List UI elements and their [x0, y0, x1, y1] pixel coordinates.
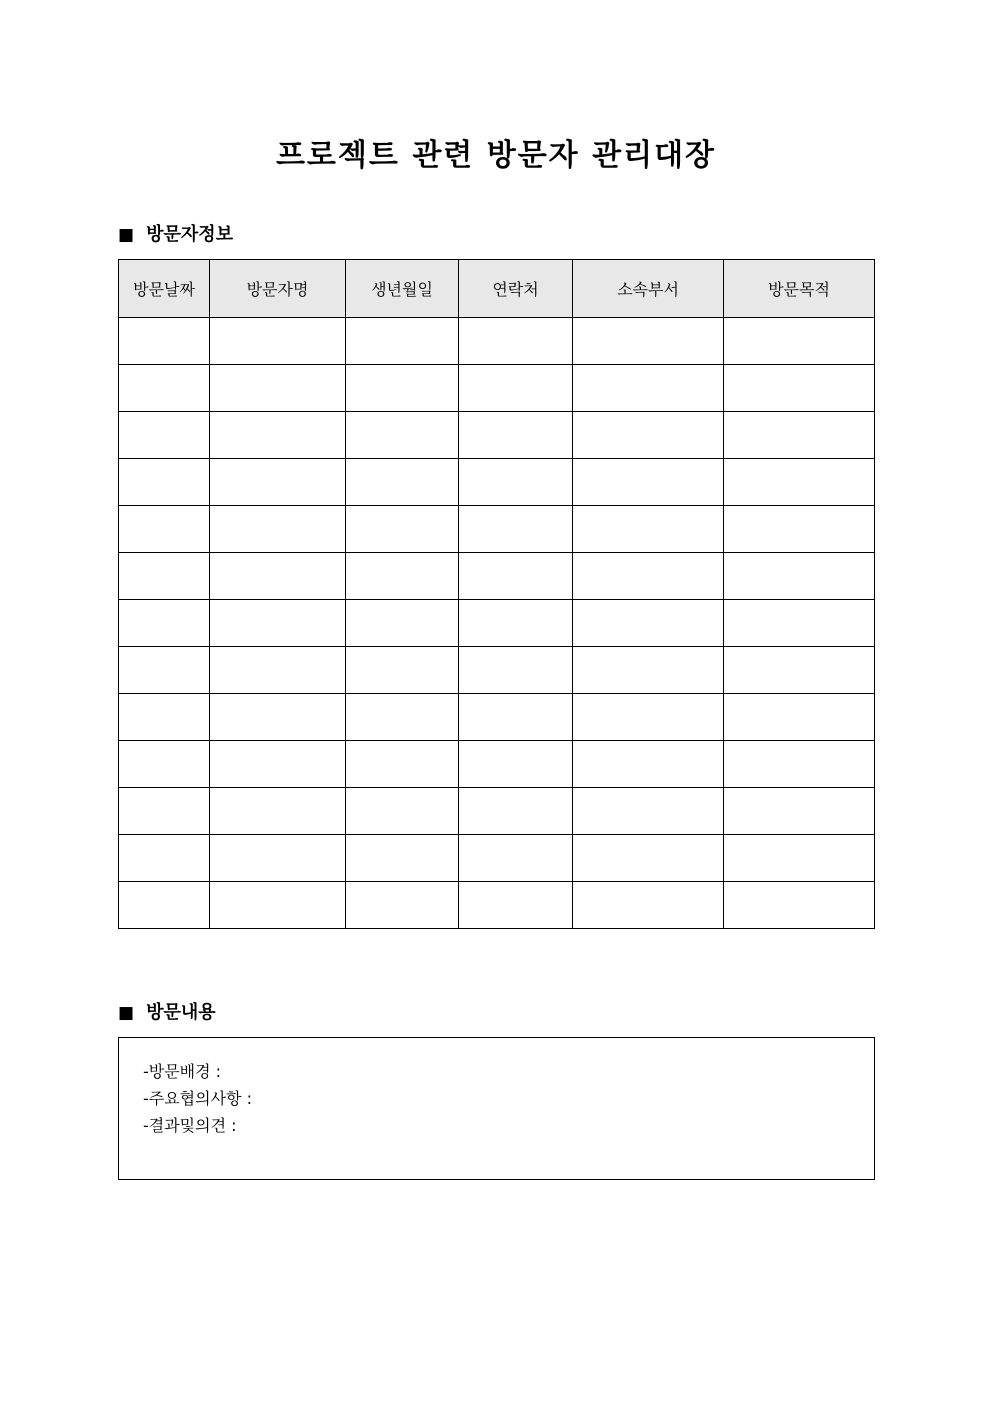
cell-department[interactable] — [573, 459, 724, 506]
table-row — [119, 788, 875, 835]
visitor-info-heading-label: 방문자정보 — [146, 224, 234, 245]
cell-contact[interactable] — [459, 553, 573, 600]
cell-department[interactable] — [573, 882, 724, 929]
cell-visit-purpose[interactable] — [724, 788, 875, 835]
table-row — [119, 741, 875, 788]
cell-visit-date[interactable] — [119, 553, 210, 600]
cell-visitor-name[interactable] — [210, 553, 346, 600]
cell-visit-purpose[interactable] — [724, 459, 875, 506]
cell-contact[interactable] — [459, 600, 573, 647]
cell-visitor-name[interactable] — [210, 647, 346, 694]
cell-visit-date[interactable] — [119, 835, 210, 882]
table-row — [119, 459, 875, 506]
cell-visit-date[interactable] — [119, 647, 210, 694]
table-row — [119, 412, 875, 459]
cell-visitor-name[interactable] — [210, 741, 346, 788]
cell-visitor-name[interactable] — [210, 412, 346, 459]
visit-background-line: -방문배경 : — [143, 1062, 222, 1081]
cell-visitor-name[interactable] — [210, 882, 346, 929]
cell-birth-date[interactable] — [346, 788, 459, 835]
cell-visit-purpose[interactable] — [724, 506, 875, 553]
table-row — [119, 694, 875, 741]
table-row — [119, 882, 875, 929]
table-row — [119, 318, 875, 365]
cell-contact[interactable] — [459, 882, 573, 929]
cell-department[interactable] — [573, 694, 724, 741]
column-header-visitor-name: 방문자명 — [210, 260, 346, 318]
cell-birth-date[interactable] — [346, 506, 459, 553]
cell-department[interactable] — [573, 553, 724, 600]
cell-visitor-name[interactable] — [210, 365, 346, 412]
cell-contact[interactable] — [459, 412, 573, 459]
cell-department[interactable] — [573, 365, 724, 412]
cell-birth-date[interactable] — [346, 412, 459, 459]
cell-contact[interactable] — [459, 741, 573, 788]
column-header-department: 소속부서 — [573, 260, 724, 318]
cell-visit-date[interactable] — [119, 459, 210, 506]
visitor-table — [118, 259, 875, 929]
cell-visit-purpose[interactable] — [724, 647, 875, 694]
table-row — [119, 553, 875, 600]
result-opinion-line: -결과및의견 : — [143, 1116, 237, 1135]
visit-content-heading — [118, 1000, 216, 1026]
cell-birth-date[interactable] — [346, 694, 459, 741]
table-row — [119, 835, 875, 882]
cell-visit-date[interactable] — [119, 694, 210, 741]
cell-visitor-name[interactable] — [210, 694, 346, 741]
cell-visit-date[interactable] — [119, 788, 210, 835]
visit-content-heading-label: 방문내용 — [146, 1002, 216, 1023]
cell-visit-purpose[interactable] — [724, 835, 875, 882]
cell-birth-date[interactable] — [346, 835, 459, 882]
filled-square-icon: ■ — [118, 1003, 135, 1023]
filled-square-icon: ■ — [118, 225, 135, 245]
cell-department[interactable] — [573, 788, 724, 835]
cell-visit-purpose[interactable] — [724, 694, 875, 741]
cell-contact[interactable] — [459, 647, 573, 694]
cell-contact[interactable] — [459, 835, 573, 882]
visit-content-box[interactable] — [118, 1037, 875, 1180]
table-row — [119, 647, 875, 694]
cell-department[interactable] — [573, 647, 724, 694]
cell-visitor-name[interactable] — [210, 459, 346, 506]
cell-visitor-name[interactable] — [210, 788, 346, 835]
cell-visit-date[interactable] — [119, 412, 210, 459]
cell-visitor-name[interactable] — [210, 506, 346, 553]
column-header-contact: 연락처 — [459, 260, 573, 318]
table-header-row — [119, 260, 875, 318]
cell-visitor-name[interactable] — [210, 600, 346, 647]
visitor-info-heading — [118, 222, 233, 248]
visitor-table-body — [119, 318, 875, 929]
cell-contact[interactable] — [459, 318, 573, 365]
cell-birth-date[interactable] — [346, 459, 459, 506]
cell-department[interactable] — [573, 318, 724, 365]
cell-visit-date[interactable] — [119, 506, 210, 553]
cell-visit-purpose[interactable] — [724, 553, 875, 600]
column-header-birth-date: 생년월일 — [346, 260, 459, 318]
cell-birth-date[interactable] — [346, 600, 459, 647]
column-header-visit-date: 방문날짜 — [119, 260, 210, 318]
cell-birth-date[interactable] — [346, 741, 459, 788]
cell-birth-date[interactable] — [346, 365, 459, 412]
table-row — [119, 365, 875, 412]
cell-department[interactable] — [573, 600, 724, 647]
cell-visitor-name[interactable] — [210, 318, 346, 365]
cell-visitor-name[interactable] — [210, 835, 346, 882]
cell-contact[interactable] — [459, 694, 573, 741]
cell-birth-date[interactable] — [346, 647, 459, 694]
cell-department[interactable] — [573, 741, 724, 788]
table-row — [119, 506, 875, 553]
page-title: 프로젝트 관련 방문자 관리대장 — [275, 138, 717, 173]
key-discussion-line: -주요협의사항 : — [143, 1089, 252, 1108]
cell-department[interactable] — [573, 835, 724, 882]
cell-contact[interactable] — [459, 459, 573, 506]
cell-birth-date[interactable] — [346, 318, 459, 365]
cell-visit-date[interactable] — [119, 365, 210, 412]
cell-visit-date[interactable] — [119, 600, 210, 647]
cell-contact[interactable] — [459, 788, 573, 835]
cell-visit-date[interactable] — [119, 318, 210, 365]
cell-department[interactable] — [573, 412, 724, 459]
cell-birth-date[interactable] — [346, 882, 459, 929]
cell-contact[interactable] — [459, 506, 573, 553]
cell-visit-purpose[interactable] — [724, 412, 875, 459]
cell-contact[interactable] — [459, 365, 573, 412]
table-row — [119, 600, 875, 647]
column-header-visit-purpose: 방문목적 — [724, 260, 875, 318]
cell-visit-purpose[interactable] — [724, 318, 875, 365]
cell-visit-date[interactable] — [119, 882, 210, 929]
cell-visit-purpose[interactable] — [724, 600, 875, 647]
cell-visit-date[interactable] — [119, 741, 210, 788]
cell-birth-date[interactable] — [346, 553, 459, 600]
cell-visit-purpose[interactable] — [724, 365, 875, 412]
cell-department[interactable] — [573, 506, 724, 553]
cell-visit-purpose[interactable] — [724, 882, 875, 929]
cell-visit-purpose[interactable] — [724, 741, 875, 788]
